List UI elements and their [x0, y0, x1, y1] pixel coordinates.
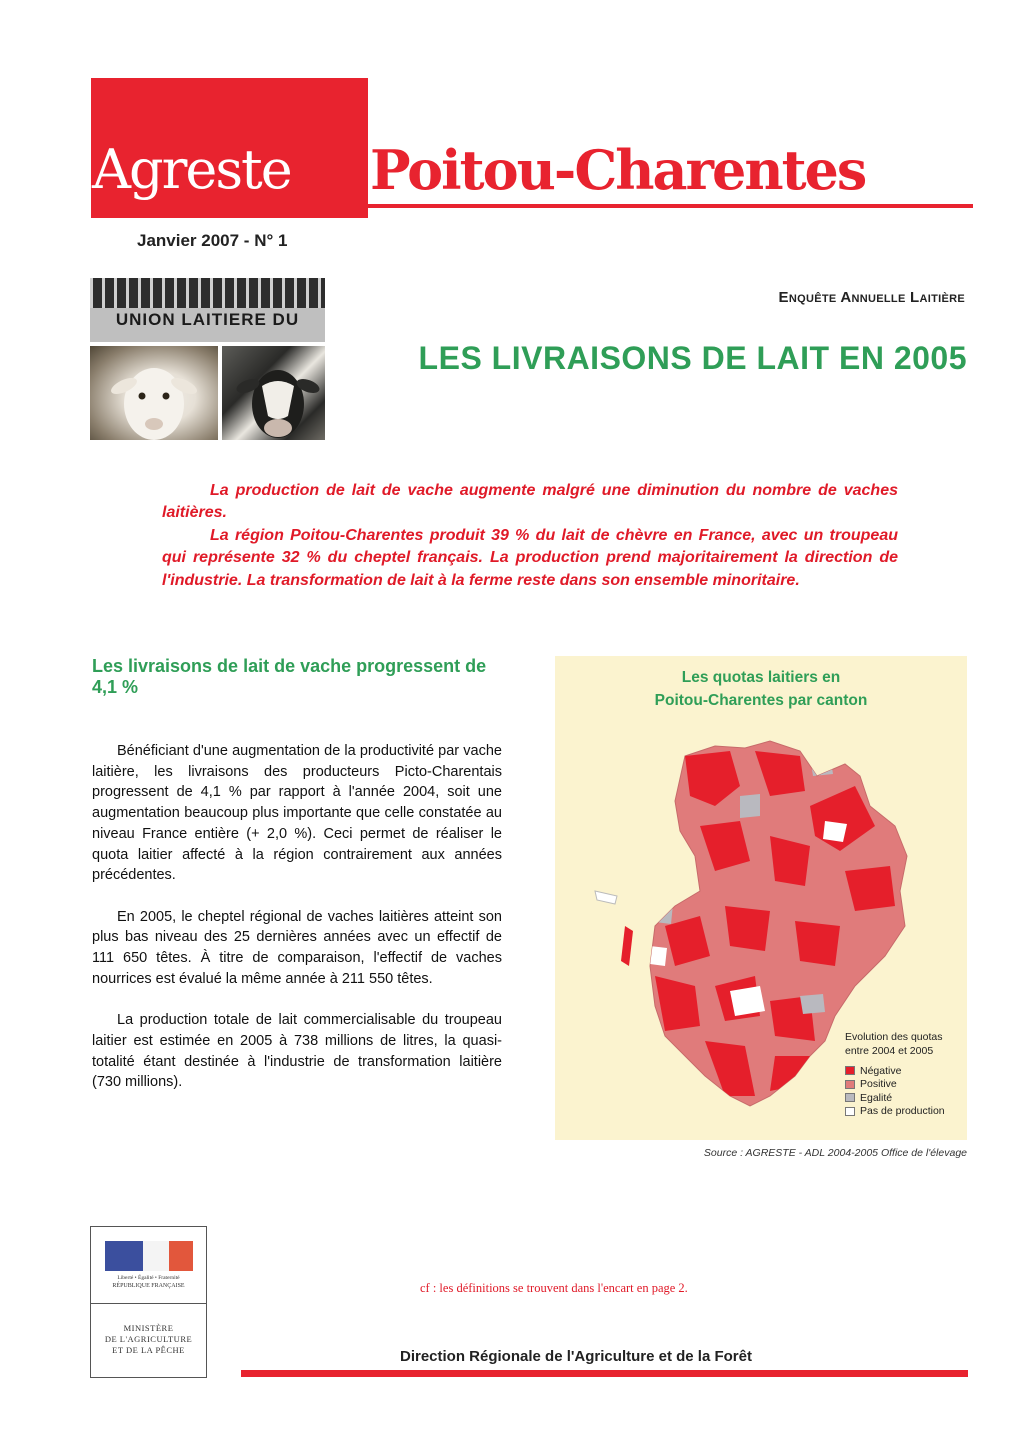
legend-title-line: entre 2004 et 2005: [845, 1045, 934, 1057]
legend-title-line: Evolution des quotas: [845, 1031, 943, 1043]
legend-item-negative: [845, 1064, 965, 1078]
window-bars: [90, 278, 325, 308]
map-title-line: Les quotas laitiers en: [681, 669, 841, 686]
legend-label: Négative: [860, 1064, 902, 1077]
legend-title: [845, 1030, 965, 1058]
body-paragraph: Bénéficiant d'une augmentation de la productivité par vache laitière, les livraisons des producteurs Picto-Charentais progressent de 4,1 % par rapport à l'année 2004, soit une augmentation beaucoup plus importante que celle constatée au niveau France entière (+ 2,0 %). Ceci permet de réaliser le quota laitier affecté à la région contrairement aux années précédentes.: [92, 743, 502, 884]
legend-swatch: [845, 1080, 855, 1089]
map-title: [555, 666, 967, 712]
sign-text: UNION LAITIERE DU: [115, 310, 300, 329]
legend-label: Pas de production: [860, 1105, 945, 1118]
lead-paragraphs: [162, 480, 898, 592]
legend-swatch: [845, 1107, 855, 1116]
body-paragraph: En 2005, le cheptel régional de vaches laitières atteint son plus bas niveau des 25 dernières années avec un effectif de 111 650 têtes. À titre de comparaison, l'effectif de vaches nourrices est évalué la même année à 211 550 têtes.: [92, 908, 502, 987]
section-title: Les livraisons de lait de vache progressent de 4,1 %: [92, 656, 487, 697]
cow-photo-art: [222, 346, 325, 440]
logo-divider: [91, 1303, 206, 1304]
legend-swatch: [845, 1093, 855, 1102]
legend-item-positive: [845, 1078, 965, 1092]
masthead-underline: [368, 204, 973, 208]
map-title-line: Poitou-Charentes par canton: [654, 692, 868, 709]
survey-kicker: [560, 289, 965, 306]
legend-item-no-production: [845, 1105, 965, 1119]
island-re: [595, 891, 617, 904]
map-source: Source : AGRESTE - ADL 2004-2005 Office de l'élevage: [703, 1147, 967, 1159]
publisher-direction: Direction Régionale de l'Agriculture et de la Forêt: [400, 1348, 752, 1365]
body-text: [92, 741, 502, 1114]
lead-paragraph: La production de lait de vache augmente malgré une diminution du nombre de vaches laitières.: [162, 482, 898, 522]
quota-map-panel: [555, 656, 967, 1140]
republic-motto: Liberté • Égalité • Fraternité: [117, 1275, 180, 1281]
ministry-line: DE L'AGRICULTURE: [104, 1334, 193, 1344]
marianne-flag-red: [169, 1241, 193, 1271]
ministry-logo: [90, 1226, 207, 1378]
legend-label: Positive: [860, 1078, 897, 1091]
cow-photo: [222, 346, 325, 440]
body-paragraph: La production totale de lait commercialisable du troupeau laitier est estimée en 2005 à 738 millions de litres, la quasi-totalité étant destinée à l'industrie de transformation laitière (730 millions).: [92, 1012, 502, 1091]
island-oleron: [621, 926, 633, 966]
lead-paragraph: La région Poitou-Charentes produit 39 % du lait de chèvre en France, avec un troupeau qui représente 32 % du cheptel français. La production prend majoritairement la direction de l'industrie. La transformation de lait à la ferme reste dans son ensemble minoritaire.: [162, 526, 898, 589]
ministry-name: [95, 1323, 202, 1356]
map-legend: [845, 1030, 965, 1118]
legend-swatch: [845, 1066, 855, 1075]
footer-red-bar: [241, 1370, 968, 1377]
issue-date: Janvier 2007 - N° 1: [137, 231, 288, 250]
masthead-region: Poitou-Charentes: [370, 138, 866, 202]
ministry-line: MINISTÈRE: [123, 1323, 174, 1333]
definitions-footnote: cf : les définitions se trouvent dans l'encart en page 2.: [420, 1281, 688, 1295]
ministry-line: ET DE LA PÊCHE: [112, 1345, 185, 1355]
marianne-flag-white: [143, 1241, 169, 1271]
goat-photo: [90, 346, 218, 440]
republic-name: RÉPUBLIQUE FRANÇAISE: [112, 1283, 185, 1289]
survey-kicker-text: Enquête Annuelle Laitière: [778, 289, 965, 306]
dairy-union-sign-photo: [90, 278, 325, 342]
legend-item-equal: [845, 1091, 965, 1105]
marianne-flag-blue: [105, 1241, 143, 1271]
main-title: LES LIVRAISONS DE LAIT EN 2005: [418, 340, 967, 376]
legend-label: Egalité: [860, 1091, 893, 1104]
goat-photo-art: [90, 346, 218, 440]
masthead-brand: Agreste: [92, 138, 291, 201]
